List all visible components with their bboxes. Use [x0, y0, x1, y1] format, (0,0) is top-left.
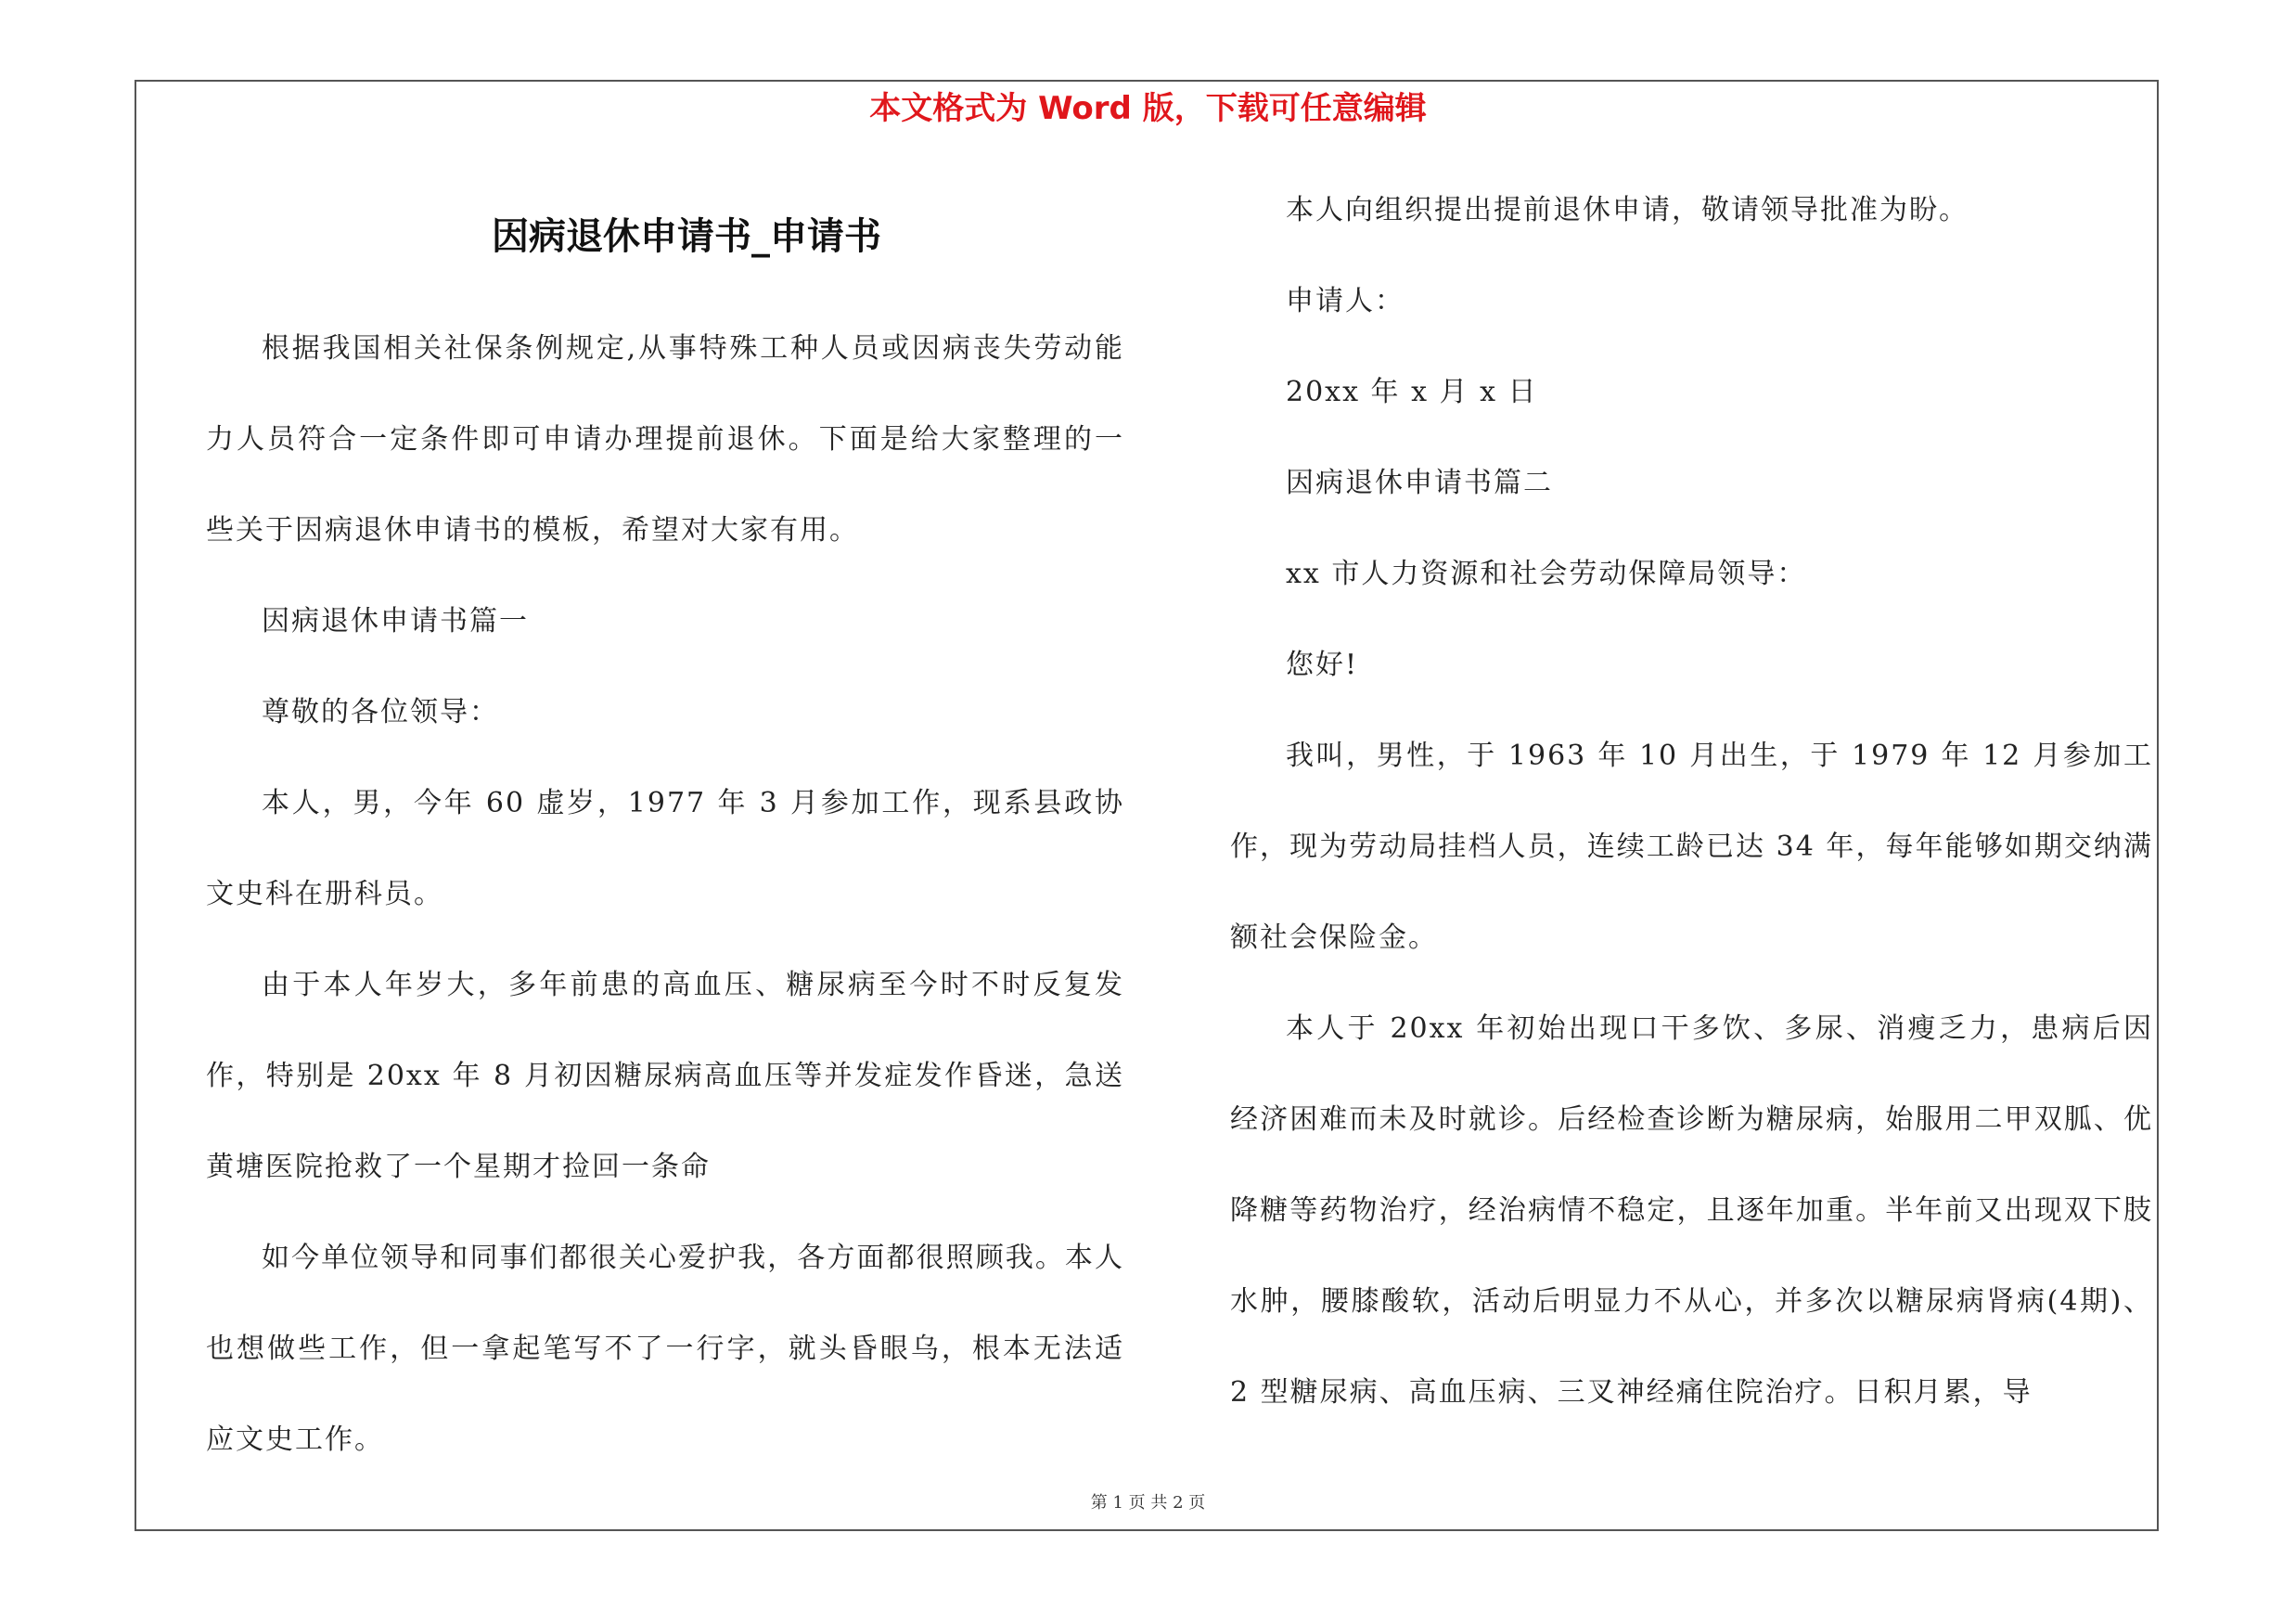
paragraph: 本人，男，今年 60 虚岁，1977 年 3 月参加工作，现系县政协文史科在册科员。: [206, 787, 1124, 910]
paragraph: 本人向组织提出提前退休申请，敬请领导批准为盼。: [1286, 194, 1969, 226]
paragraph: 您好!: [1286, 649, 1359, 681]
paragraph: 我叫，男性，于 1963 年 10 月出生，于 1979 年 12 月参加工作，现为劳动局挂档人员，连续工龄已达 34 年，每年能够如期交纳满额社会保险金。: [1230, 740, 2153, 954]
page-number: 第 1 页 共 2 页: [1090, 1493, 1206, 1513]
paragraph: 本人于 20xx 年初始出现口干多饮、多尿、消瘦乏力，患病后因经济困难而未及时就诊。后经检查诊断为糖尿病，始服用二甲双胍、优降糖等药物治疗，经治病情不稳定，且逐年加重。半年前又出现双下肢水肿，腰膝酸软，活动后明显力不从心，并多次以糖尿病肾病(4期)、2 型糖尿病、高血压病、三叉神经痛住院治疗。日积月累，导: [1230, 1012, 2153, 1409]
format-banner: 本文格式为 Word 版，下载可任意编辑: [869, 90, 1427, 127]
paragraph: 由于本人年岁大，多年前患的高血压、糖尿病至今时不时反复发作，特别是 20xx 年 8 月初因糖尿病高血压等并发症发作昏迷，急送黄塘医院抢救了一个星期才捡回一条命: [206, 969, 1124, 1183]
paragraph: 根据我国相关社保条例规定,从事特殊工种人员或因病丧失劳动能力人员符合一定条件即可申请办理提前退休。下面是给大家整理的一些关于因病退休申请书的模板，希望对大家有用。: [206, 332, 1124, 547]
paragraph: 20xx 年 x 月 x 日: [1286, 376, 1538, 408]
document-title: 因病退休申请书_申请书: [492, 214, 881, 258]
right-column: [1230, 165, 2153, 1438]
paragraph: 尊敬的各位领导：: [262, 696, 499, 728]
paragraph: 因病退休申请书篇一: [262, 605, 529, 638]
paragraph: 申请人：: [1286, 285, 1405, 317]
paragraph: xx 市人力资源和社会劳动保障局领导：: [1286, 558, 1807, 590]
left-column: [206, 303, 1124, 1486]
paragraph: 如今单位领导和同事们都很关心爱护我，各方面都很照顾我。本人也想做些工作，但一拿起笔写不了一行字，就头昏眼乌，根本无法适应文史工作。: [206, 1242, 1124, 1456]
paragraph: 因病退休申请书篇二: [1286, 467, 1553, 499]
